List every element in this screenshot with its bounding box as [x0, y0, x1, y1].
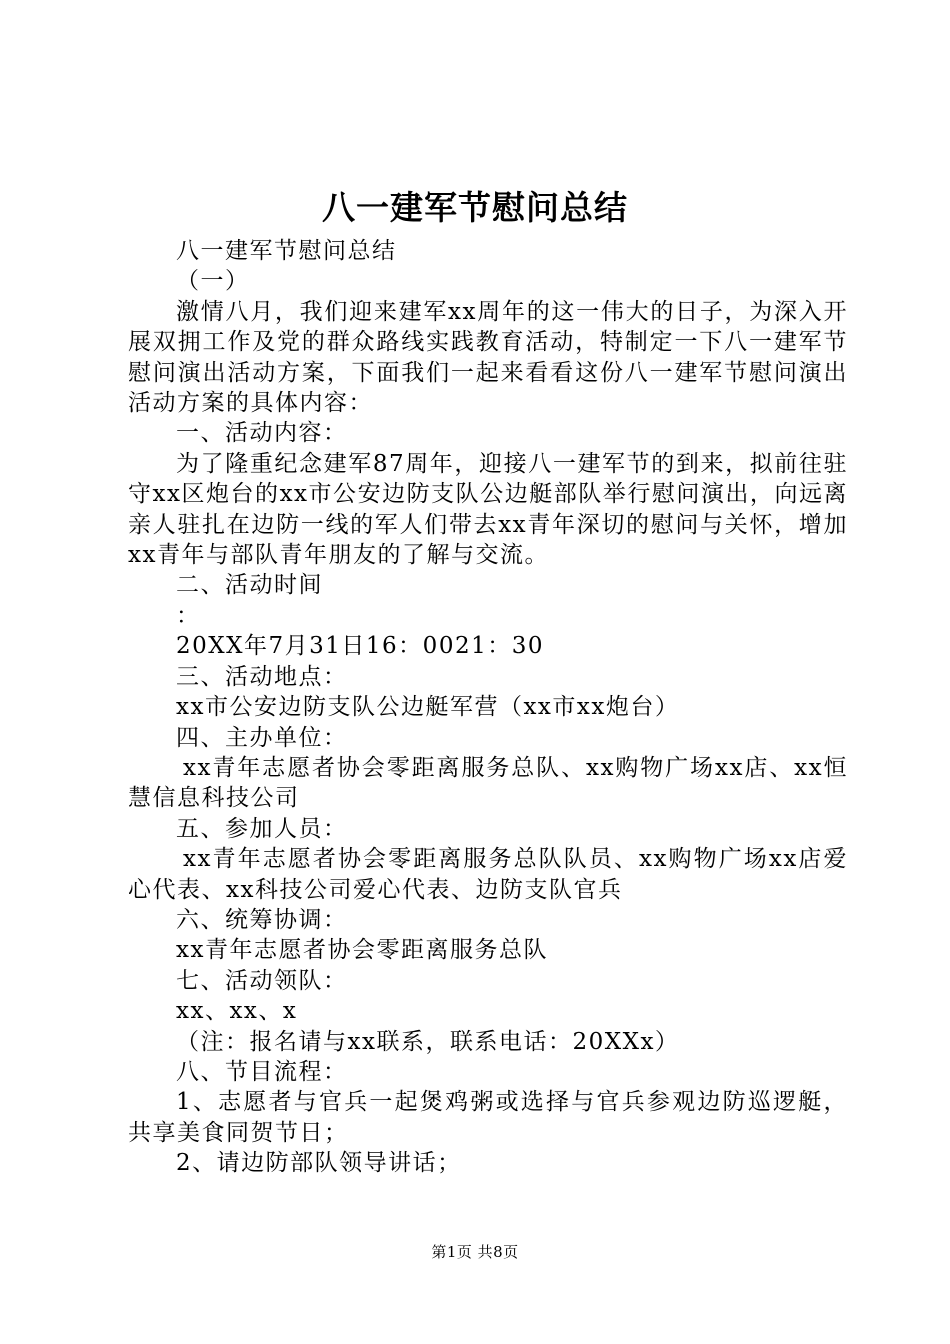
paragraph-team-leaders: xx、xx、x [176, 998, 298, 1025]
paragraph-section-number: （一） [176, 268, 250, 295]
document-body [128, 236, 848, 1179]
heading-organizers: 四、主办单位： [176, 724, 348, 751]
page-footer: 第1页 共8页 [431, 1243, 519, 1261]
paragraph-colon: ： [176, 602, 201, 629]
heading-program-flow: 八、节目流程： [176, 1058, 348, 1085]
paragraph-program-step-1: 1、志愿者与官兵一起煲鸡粥或选择与官兵参观边防巡逻艇，共享美食同贺节日； [128, 1089, 848, 1146]
paragraph-organizers: xx青年志愿者协会零距离服务总队、xx购物广场xx店、xx恒慧信息科技公司 [128, 754, 848, 812]
document-title: 八一建军节慰问总结 [322, 188, 628, 227]
paragraph-subtitle: 八一建军节慰问总结 [176, 238, 397, 264]
paragraph-note: （注：报名请与xx联系，联系电话：20XXx） [176, 1028, 680, 1055]
heading-coordination: 六、统筹协调： [176, 906, 348, 933]
paragraph-activity-content: 为了隆重纪念建军87周年，迎接八一建军节的到来，拟前往驻守xx区炮台的xx市公安边防支队公边艇部队举行慰问演出，向远离亲人驻扎在边防一线的军人们带去xx青年深切的慰问与关怀，增加xx青年与部队青年朋友的了解与交流。 [128, 450, 848, 569]
paragraph-coordination: xx青年志愿者协会零距离服务总队 [176, 937, 548, 964]
heading-activity-time: 二、活动时间 [176, 572, 323, 599]
paragraph-participants: xx青年志愿者协会零距离服务总队队员、xx购物广场xx店爱心代表、xx科技公司爱心代表、边防支队官兵 [128, 846, 848, 903]
heading-activity-location: 三、活动地点： [176, 663, 348, 690]
heading-activity-content: 一、活动内容： [176, 420, 348, 447]
paragraph-activity-time: 20XX年7月31日16：0021：30 [176, 633, 544, 660]
heading-participants: 五、参加人员： [176, 815, 348, 842]
paragraph-program-step-2: 2、请边防部队领导讲话； [176, 1150, 462, 1177]
heading-team-leaders: 七、活动领队： [176, 967, 348, 994]
paragraph-intro: 激情八月，我们迎来建军xx周年的这一伟大的日子，为深入开展双拥工作及党的群众路线实践教育活动，特制定一下八一建军节慰问演出活动方案，下面我们一起来看看这份八一建军节慰问演出活动方案的具体内容： [128, 298, 848, 417]
paragraph-activity-location: xx市公安边防支队公边艇军营（xx市xx炮台） [176, 694, 680, 721]
